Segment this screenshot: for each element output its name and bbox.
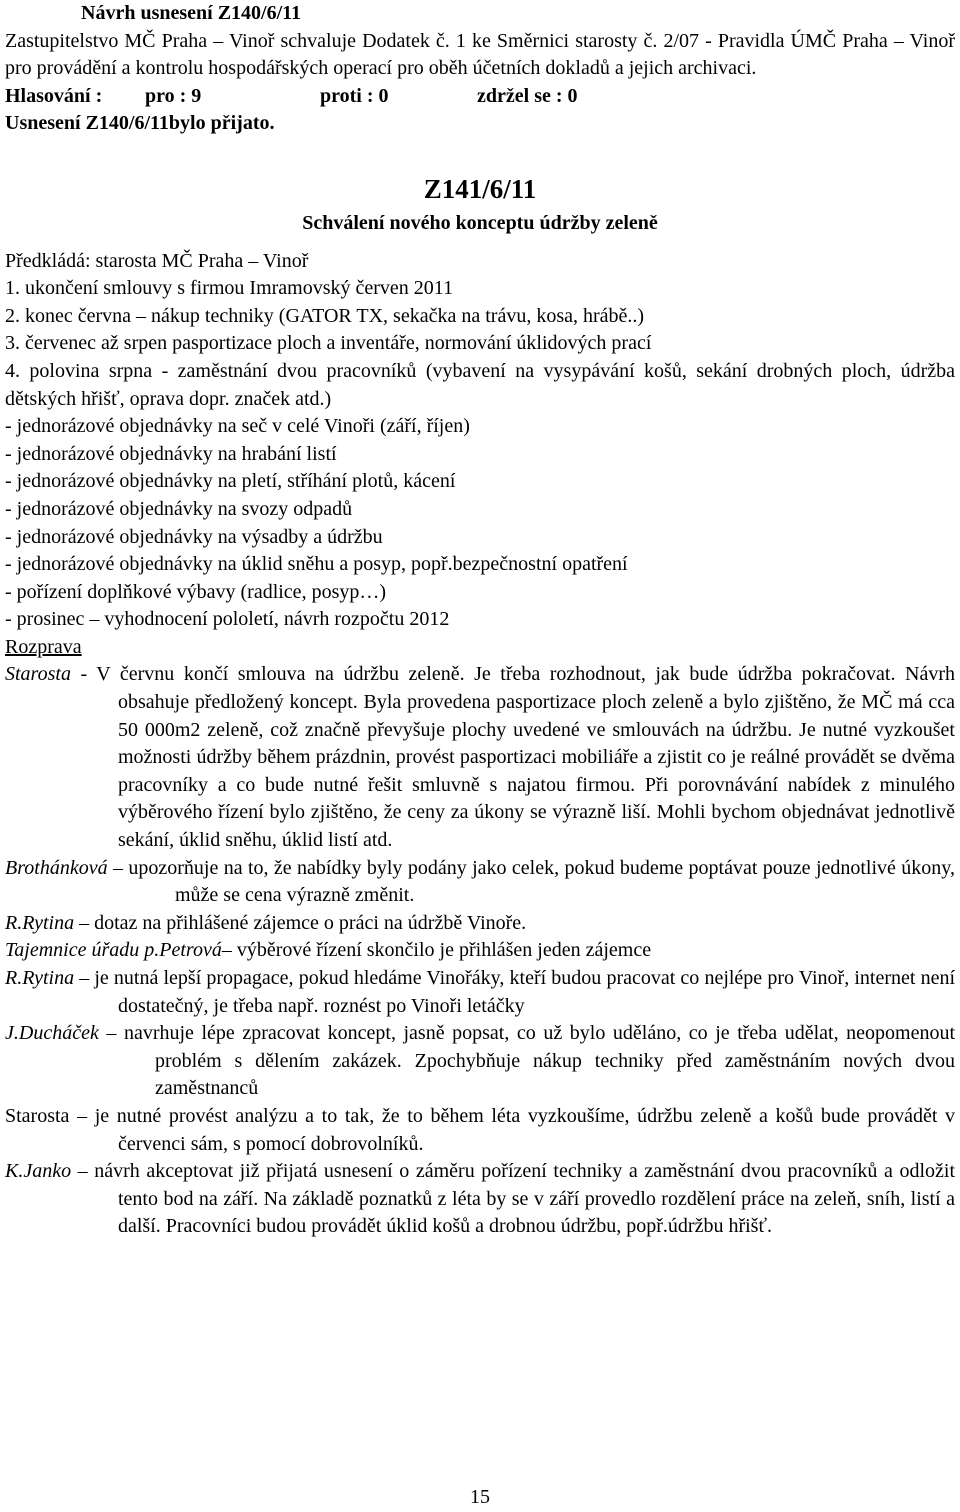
speaker-separator: –: [74, 911, 95, 934]
resolution-140-result: Usnesení Z140/6/11bylo přijato.: [5, 112, 275, 135]
vote-abstain: zdržel se : 0: [477, 84, 578, 107]
list-item: - jednorázové objednávky na výsadby a údržbu: [5, 525, 383, 548]
resolution-140-text: Zastupitelstvo MČ Praha – Vinoř schvaluje Dodatek č. 1 ke Směrnici starosty č. 2/07 - Pravidla ÚMČ Praha – Vinoř pro provádění a kontrolu hospodářských operací pro oběh účetních dokladů a jejich archivaci.: [5, 29, 955, 80]
list-item: - pořízení doplňkové výbavy (radlice, posyp…): [5, 580, 387, 603]
speaker-separator: –: [221, 939, 237, 962]
speaker-name: Tajemnice úřadu p.Petrová: [5, 939, 222, 962]
list-item: - jednorázové objednávky na hrabání listí: [5, 442, 337, 465]
discussion-entry: [5, 1103, 955, 1158]
resolution-141-section: [5, 172, 955, 634]
speaker-separator: –: [98, 1022, 124, 1045]
discussion-section: [5, 634, 955, 1241]
discussion-heading: Rozprava: [5, 635, 82, 658]
vote-label: Hlasování :: [5, 84, 103, 107]
speaker-name: R.Rytina: [5, 911, 75, 934]
page-number: 15: [470, 1486, 490, 1508]
concept-item-list: [5, 275, 955, 634]
discussion-entry: [5, 965, 955, 1020]
speaker-separator: –: [74, 967, 95, 989]
list-item: - jednorázové objednávky na pletí, stříhání plotů, kácení: [5, 470, 456, 493]
resolution-140-section: [5, 0, 955, 138]
list-item: - jednorázové objednávky na svozy odpadů: [5, 497, 353, 520]
speaker-name: K.Janko: [5, 1160, 72, 1183]
entry-text: je nutné provést analýzu a to tak, že to během léta vyzkoušíme, údržbu zeleně a košů bude provádět v červenci sám, s pomocí dobrovolníků.: [94, 1104, 956, 1155]
speaker-separator: –: [107, 856, 129, 879]
resolution-141-number: Z141/6/11: [423, 173, 537, 204]
entry-text: navrhuje lépe zpracovat koncept, jasně popsat, co už bylo uděláno, co je třeba udělat, neopomenout problém s dělením zakázek. Zpochybňuje nákup techniky před zaměstnáním nových dvou zaměstnanců: [123, 1022, 956, 1100]
entry-text: V červnu končí smlouva na údržbu zeleně. Je třeba rozhodnout, jak bude údržba pokračovat. Návrh obsahuje předložený koncept. Byla provedena pasportizace ploch zeleně a bylo zjištěno, že MČ má cca 50 000m2 zeleně, což značně převyšuje plochy uvedené ve smlouvách na údržbu. Je nutné vyzkoušet možnosti údržby během prázdnin, provést pasportizaci mobiliáře a zjistit co je reálné provádět se dvěma pracovníky a co bude nutné řešit smluvně s najatou firmou. Při porovnávání nabídek z minulého výběrového řízení bylo zjištěno, že ceny za úkony se výrazně liší. Mohli bychom objednávat jednotlivě sekání, úklid sněhu, úklid listí atd.: [96, 663, 955, 852]
speaker-separator: –: [71, 1160, 95, 1183]
list-item: - jednorázové objednávky na seč v celé Vinoři (září, říjen): [5, 415, 470, 438]
entry-text: dotaz na přihlášené zájemce o práci na údržbě Vinoře.: [94, 911, 527, 934]
discussion-entry: [5, 661, 955, 854]
resolution-141-title: Schválení nového konceptu údržby zeleně: [302, 211, 658, 234]
discussion-entry: [5, 937, 955, 965]
speaker-name: Starosta: [5, 1104, 70, 1127]
entry-text: výběrové řízení skončilo je přihlášen jeden zájemce: [236, 939, 652, 962]
resolution-140-heading: Návrh usnesení Z140/6/11: [81, 2, 302, 24]
vote-against: proti : 0: [320, 84, 389, 107]
speaker-separator: –: [69, 1104, 95, 1127]
speaker-name: J.Ducháček: [5, 1022, 99, 1045]
discussion-entry: [5, 910, 955, 938]
list-item: 2. konec června – nákup techniky (GATOR TX, sekačka na trávu, kosa, hrábě..): [5, 304, 645, 327]
speaker-name: Brothánková: [5, 856, 108, 879]
vote-for: pro : 9: [145, 84, 202, 107]
entry-text: je nutná lepší propagace, pokud hledáme Vinořáky, kteří budou pracovat co nejlépe pro Vinoř, internet není dostatečný, je třeba např. roznést po Vinoři letáčky: [94, 967, 956, 1017]
list-item: 4. polovina srpna - zaměstnání dvou pracovníků (vybavení na vysypávání košů, sekání drobných ploch, údržba dětských hřišť, oprava dopr. značek atd.): [5, 359, 955, 410]
discussion-entry: [5, 1158, 955, 1241]
speaker-name: R.Rytina: [5, 967, 75, 989]
vote-line: [5, 83, 955, 111]
entry-text: návrh akceptovat již přijatá usnesení o záměru pořízení techniky a zaměstnání dvou pracovníků a odložit tento bod na září. Na základě poznatků z léta by se v září provedlo rozdělení práce na zeleň, sníh, listí a další. Pracovníci budou provádět úklid košů a drobnou údržbu, popř.údržbu hřišť.: [94, 1160, 955, 1238]
entry-text: upozorňuje na to, že nabídky byly podány jako celek, pokud budeme poptávat pouze jednotlivé úkony, může se cena výrazně změnit.: [128, 856, 956, 907]
presenter-line: Předkládá: starosta MČ Praha – Vinoř: [5, 249, 309, 272]
list-item: - prosinec – vyhodnocení pololetí, návrh rozpočtu 2012: [5, 608, 450, 631]
list-item: - jednorázové objednávky na úklid sněhu a posyp, popř.bezpečnostní opatření: [5, 553, 628, 576]
discussion-entry: [5, 855, 955, 910]
speaker-separator: -: [70, 663, 97, 686]
list-item: 3. červenec až srpen pasportizace ploch a inventáře, normování úklidových prací: [5, 332, 652, 355]
speaker-name: Starosta: [5, 663, 71, 686]
discussion-entry: [5, 1020, 955, 1103]
list-item: 1. ukončení smlouvy s firmou Imramovský červen 2011: [5, 277, 454, 300]
